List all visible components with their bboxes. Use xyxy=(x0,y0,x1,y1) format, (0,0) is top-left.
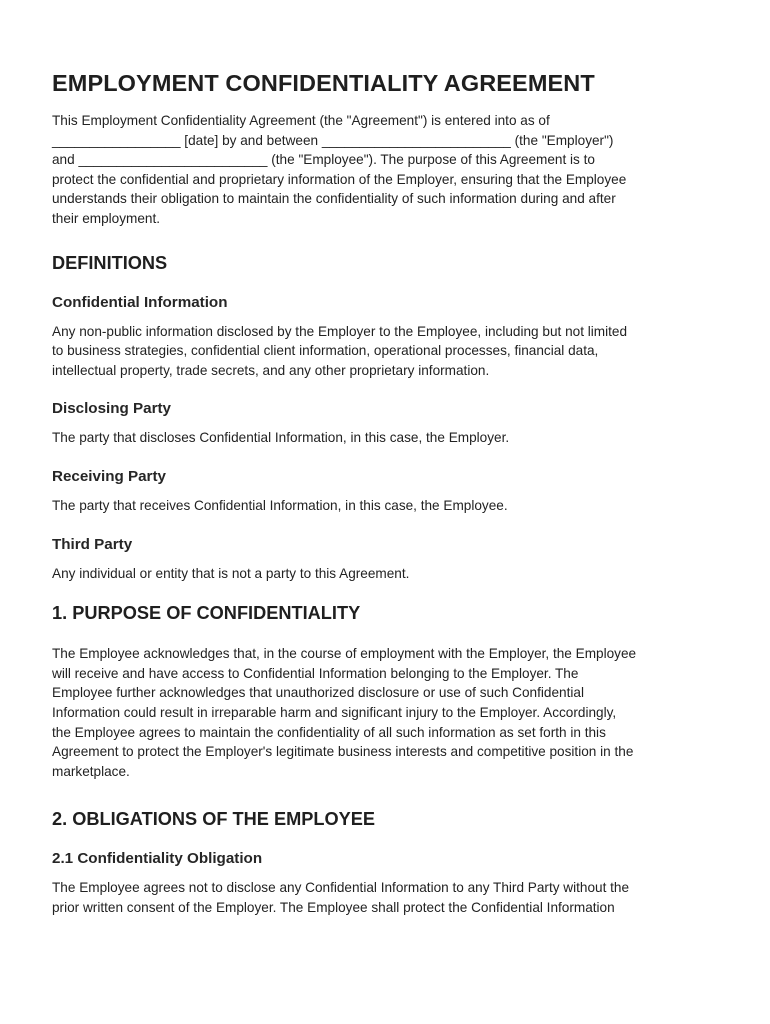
body-line: will receive and have access to Confidential Information belonging to the Employer. The xyxy=(52,665,579,681)
body-line: The Employee agrees not to disclose any Confidential Information to any Third Party without the xyxy=(52,880,630,896)
definition-term-third-party: Third Party xyxy=(52,535,133,553)
confidentiality-obligation-body xyxy=(52,878,720,917)
body-line: intellectual property, trade secrets, and any other proprietary information. xyxy=(52,362,490,378)
intro-line: This Employment Confidentiality Agreement (the "Agreement") is entered into as of xyxy=(52,113,550,128)
document-title: EMPLOYMENT CONFIDENTIALITY AGREEMENT xyxy=(52,70,595,96)
intro-line: and _________________________ (the "Employee"). The purpose of this Agreement is to xyxy=(52,152,595,168)
body-line: Information could result in irreparable harm and significant injury to the Employer. Accordingly, xyxy=(52,704,617,720)
body-line: The Employee acknowledges that, in the course of employment with the Employer, the Employee xyxy=(52,646,637,662)
intro-line: understands their obligation to maintain the confidentiality of such information during and after xyxy=(52,191,616,207)
body-line: Agreement to protect the Employer's legitimate business interests and competitive position in the xyxy=(52,744,634,760)
definitions-heading: DEFINITIONS xyxy=(52,252,168,273)
body-line: The party that receives Confidential Information, in this case, the Employee. xyxy=(52,497,508,513)
definition-term-confidential-information: Confidential Information xyxy=(52,293,228,311)
body-line: the Employee agrees to maintain the confidentiality of all such information as set forth in this xyxy=(52,724,606,740)
definition-term-receiving-party: Receiving Party xyxy=(52,467,166,485)
definition-body-confidential-information xyxy=(52,322,720,381)
body-line: prior written consent of the Employer. The Employee shall protect the Confidential Information xyxy=(52,899,615,915)
definition-body-receiving-party xyxy=(52,496,720,516)
intro-line: protect the confidential and proprietary information of the Employer, ensuring that the Employee xyxy=(52,171,627,187)
body-line: Employee further acknowledges that unauthorized disclosure or use of such Confidential xyxy=(52,685,584,701)
body-line: The party that discloses Confidential Information, in this case, the Employer. xyxy=(52,430,510,446)
definition-body-disclosing-party xyxy=(52,428,720,448)
body-line: to business strategies, confidential client information, operational processes, financial data, xyxy=(52,343,599,359)
intro-line: _________________ [date] by and between _________________________ (the "Employer") xyxy=(52,132,614,148)
purpose-body xyxy=(52,644,720,781)
intro-paragraph xyxy=(52,111,720,229)
body-line: Any individual or entity that is not a party to this Agreement. xyxy=(52,565,410,581)
intro-line: their employment. xyxy=(52,210,161,226)
body-line: Any non-public information disclosed by the Employer to the Employee, including but not limited xyxy=(52,323,628,339)
purpose-heading: 1. PURPOSE OF CONFIDENTIALITY xyxy=(52,603,361,624)
definition-term-disclosing-party: Disclosing Party xyxy=(52,400,172,418)
body-line: marketplace. xyxy=(52,763,130,779)
definition-body-third-party xyxy=(52,564,720,584)
obligations-heading: 2. OBLIGATIONS OF THE EMPLOYEE xyxy=(52,809,376,830)
confidentiality-obligation-subheading: 2.1 Confidentiality Obligation xyxy=(52,850,263,868)
